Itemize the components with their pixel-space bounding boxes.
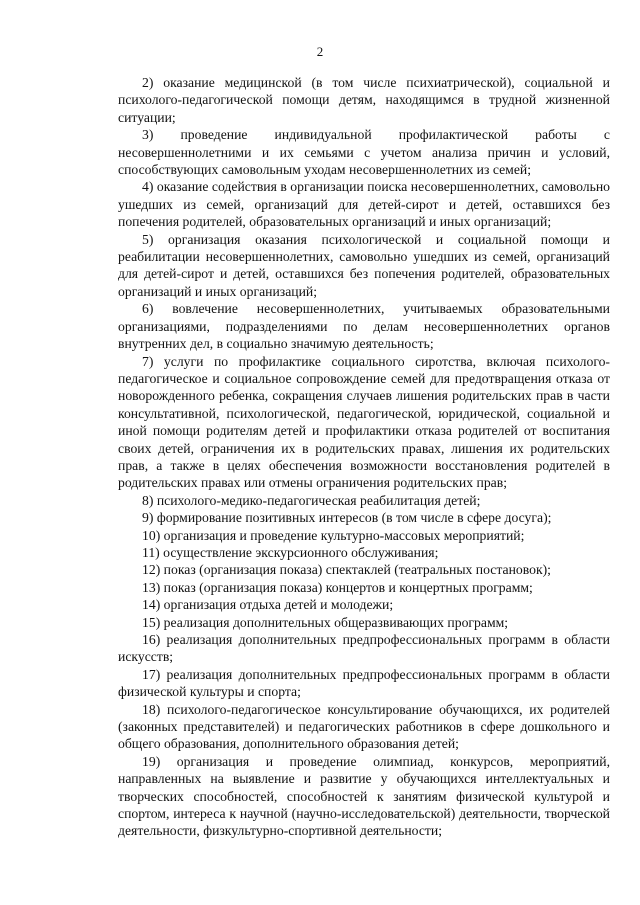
paragraph-item-16: 16) реализация дополнительных предпрофессиональных программ в области искусств;: [118, 632, 610, 665]
paragraph-item-2: 2) оказание медицинской (в том числе психиатрической), социальной и психолого-педагогической помощи детям, находящимся в трудной жизненной ситуации;: [118, 75, 610, 125]
paragraph-item-8: 8) психолого-медико-педагогическая реабилитация детей;: [142, 492, 481, 508]
paragraph-item-19: 19) организация и проведение олимпиад, конкурсов, мероприятий, направленных на выявление и развитие у обучающихся интеллектуальных и творческих способностей, способностей к занятиям физической культурой и спортом, интереса к научной (научно-исследовательской) деятельности, творческой деятельности, физкультурно-спортивной деятельности;: [118, 753, 610, 839]
paragraph-item-14: 14) организация отдыха детей и молодежи;: [142, 597, 394, 613]
paragraph-item-11: 11) осуществление экскурсионного обслуживания;: [142, 544, 439, 560]
paragraph-item-7: 7) услуги по профилактике социального сиротства, включая психолого-педагогическое и социальное сопровождение семей для предотвращения отказа от новорожденного ребенка, сокращения случаев лишения родительских прав в части консультативной, психологической, педагогической, юридической, социальной и иной помощи родителям детей и профилактики отказа родителей от воспитания своих детей, ограничения их в родительских правах, лишения их родительских прав, а также в целях обеспечения возможности восстановления родителей в родительских правах или отмены ограничения родительских прав;: [118, 353, 610, 491]
paragraph-item-18: 18) психолого-педагогическое консультирование обучающихся, их родителей (законных представителей) и педагогических работников в сфере дошкольного и общего образования, дополнительного образования детей;: [118, 701, 610, 752]
paragraph-item-9: 9) формирование позитивных интересов (в том числе в сфере досуга);: [142, 510, 552, 526]
paragraph-item-5: 5) организация оказания психологической и социальной помощи и реабилитации несовершеннолетних, самовольно ушедших из семей, организаций для детей-сирот и детей, оставшихся без попечения родителей, образовательных организаций и иных организаций;: [118, 231, 610, 299]
paragraph-item-10: 10) организация и проведение культурно-массовых мероприятий;: [142, 527, 525, 543]
paragraph-item-17: 17) реализация дополнительных предпрофессиональных программ в области физической культуры и спорта;: [118, 666, 610, 700]
paragraph-item-6: 6) вовлечение несовершеннолетних, учитываемых образовательными организациями, подразделениями по делам несовершеннолетних органов внутренних дел, в социально значимую деятельность;: [118, 301, 610, 352]
paragraph-item-12: 12) показ (организация показа) спектаклей (театральных постановок);: [142, 562, 551, 578]
document-body: [118, 74, 610, 840]
page-number: 2: [316, 44, 324, 59]
paragraph-item-13: 13) показ (организация показа) концертов и концертных программ;: [142, 579, 533, 595]
paragraph-item-4: 4) оказание содействия в организации поиска несовершеннолетних, самовольно ушедших из семей, организаций для детей-сирот и детей, оставшихся без попечения родителей, образовательных организаций и иных организаций;: [118, 179, 610, 230]
paragraph-item-3: 3) проведение индивидуальной профилактической работы с несовершеннолетними и их семьями с учетом анализа причин и условий, способствующих самовольным уходам несовершеннолетних из семей;: [118, 127, 610, 178]
paragraph-item-15: 15) реализация дополнительных общеразвивающих программ;: [142, 614, 509, 630]
